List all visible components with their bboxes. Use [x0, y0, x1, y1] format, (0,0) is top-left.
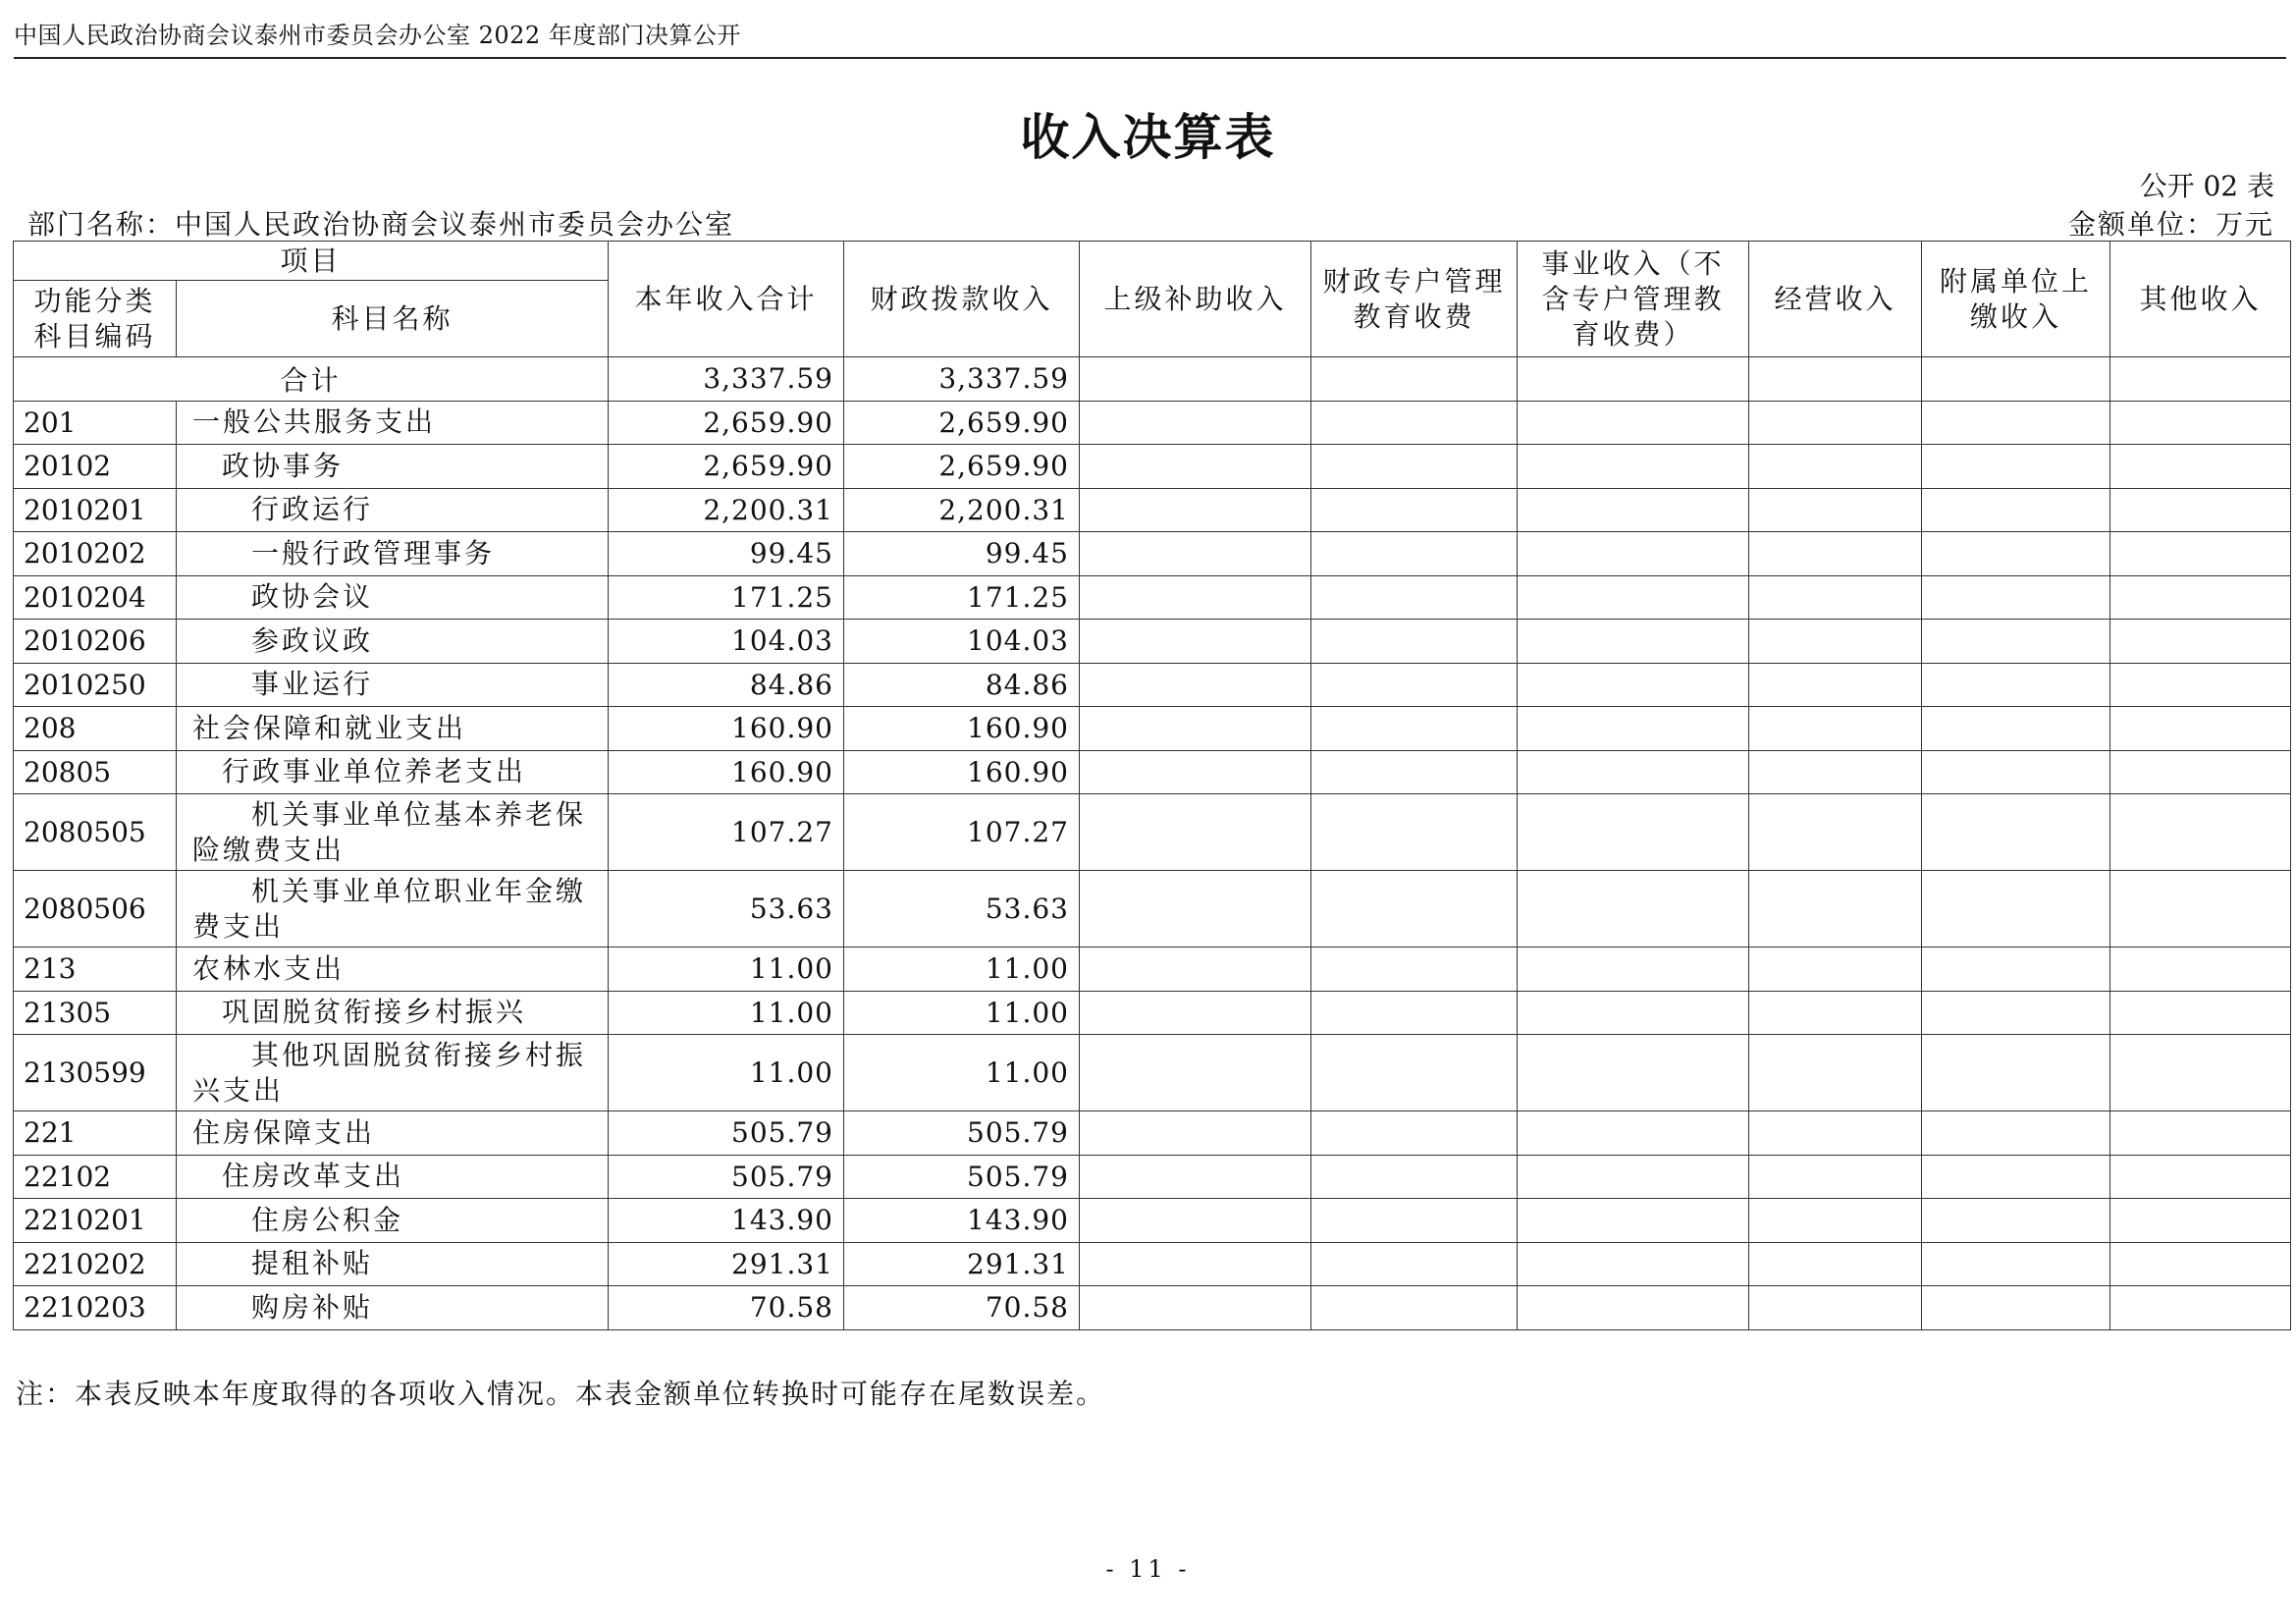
amount-cell: [1518, 947, 1749, 992]
amount-cell: [1518, 1035, 1749, 1111]
table-row: [14, 750, 2291, 794]
amount-cell: 505.79: [609, 1155, 844, 1199]
amount-cell: [2110, 1155, 2291, 1199]
header-col: 经营收入: [1749, 242, 1922, 357]
income-table: [13, 241, 2291, 1330]
subject-name: 农林水支出: [177, 947, 609, 992]
table-row: [14, 1111, 2291, 1156]
subject-name: 社会保障和就业支出: [177, 707, 609, 751]
subject-name: 参政议政: [177, 620, 609, 664]
amount-cell: [2110, 1199, 2291, 1243]
table-row: [14, 532, 2291, 576]
amount-cell: 505.79: [844, 1111, 1080, 1156]
subject-code: 2080506: [14, 871, 177, 947]
total-cell: 3,337.59: [844, 357, 1080, 402]
amount-cell: 11.00: [609, 1035, 844, 1111]
amount-cell: [1749, 750, 1922, 794]
amount-cell: [1518, 1286, 1749, 1330]
amount-cell: [1922, 750, 2110, 794]
amount-cell: [1080, 1242, 1311, 1286]
table-row: [14, 707, 2291, 751]
amount-cell: [1311, 401, 1518, 445]
amount-cell: [1518, 1242, 1749, 1286]
total-cell: 3,337.59: [609, 357, 844, 402]
amount-cell: [1749, 663, 1922, 707]
amount-cell: 99.45: [609, 532, 844, 576]
table-row: [14, 1199, 2291, 1243]
amount-cell: [1922, 1111, 2110, 1156]
table-row: [14, 1286, 2291, 1330]
amount-cell: 291.31: [844, 1242, 1080, 1286]
header-name: 科目名称: [177, 281, 609, 357]
total-cell: [1080, 357, 1311, 402]
subject-name: 其他巩固脱贫衔接乡村振兴支出: [177, 1035, 609, 1111]
subject-name: 一般行政管理事务: [177, 532, 609, 576]
subject-code: 20805: [14, 750, 177, 794]
amount-cell: [1311, 947, 1518, 992]
amount-cell: [2110, 707, 2291, 751]
amount-cell: [1080, 991, 1311, 1035]
amount-cell: [1311, 1155, 1518, 1199]
amount-cell: [1080, 1199, 1311, 1243]
header-code: 功能分类科目编码: [14, 281, 177, 357]
header-col: 上级补助收入: [1080, 242, 1311, 357]
table-row: [14, 1155, 2291, 1199]
subject-code: 2080505: [14, 794, 177, 871]
amount-cell: [1749, 445, 1922, 489]
amount-cell: [2110, 1111, 2291, 1156]
amount-cell: [1518, 620, 1749, 664]
subject-code: 2010201: [14, 488, 177, 532]
table-row: [14, 445, 2291, 489]
amount-cell: 160.90: [844, 707, 1080, 751]
amount-cell: [1518, 663, 1749, 707]
subject-name: 事业运行: [177, 663, 609, 707]
total-cell: [1749, 357, 1922, 402]
subject-name: 机关事业单位基本养老保险缴费支出: [177, 794, 609, 871]
amount-cell: [1518, 1111, 1749, 1156]
amount-cell: [1749, 532, 1922, 576]
amount-cell: [1749, 575, 1922, 620]
amount-cell: [2110, 445, 2291, 489]
table-row: [14, 401, 2291, 445]
header-col: 财政拨款收入: [844, 242, 1080, 357]
amount-cell: 104.03: [609, 620, 844, 664]
amount-cell: [1749, 991, 1922, 1035]
amount-cell: 505.79: [609, 1111, 844, 1156]
table-row: [14, 1035, 2291, 1111]
amount-cell: [1749, 401, 1922, 445]
amount-cell: 2,200.31: [609, 488, 844, 532]
amount-cell: [1311, 991, 1518, 1035]
amount-cell: 2,659.90: [609, 445, 844, 489]
page-title: 收入决算表: [1020, 108, 1276, 166]
amount-cell: 107.27: [609, 794, 844, 871]
amount-cell: 11.00: [844, 991, 1080, 1035]
amount-cell: [1922, 707, 2110, 751]
amount-cell: [1518, 445, 1749, 489]
amount-cell: [2110, 1035, 2291, 1111]
total-cell: [1518, 357, 1749, 402]
header-col: 其他收入: [2110, 242, 2291, 357]
header-col: 附属单位上缴收入: [1922, 242, 2110, 357]
amount-cell: [1311, 663, 1518, 707]
total-cell: [1311, 357, 1518, 402]
amount-cell: [1080, 575, 1311, 620]
amount-cell: [1922, 947, 2110, 992]
subject-code: 2210203: [14, 1286, 177, 1330]
department-name: 部门名称：中国人民政治协商会议泰州市委员会办公室: [27, 208, 735, 241]
table-row: [14, 991, 2291, 1035]
table-row: [14, 794, 2291, 871]
subject-name: 住房改革支出: [177, 1155, 609, 1199]
amount-cell: [1311, 1199, 1518, 1243]
amount-cell: [1080, 663, 1311, 707]
amount-cell: [1080, 750, 1311, 794]
amount-cell: [1080, 707, 1311, 751]
amount-cell: 84.86: [844, 663, 1080, 707]
header-rule: [14, 57, 2286, 59]
amount-cell: [2110, 1242, 2291, 1286]
amount-cell: [1311, 1111, 1518, 1156]
amount-cell: [1311, 794, 1518, 871]
subject-name: 政协事务: [177, 445, 609, 489]
subject-code: 22102: [14, 1155, 177, 1199]
header-col: 财政专户管理教育收费: [1311, 242, 1518, 357]
amount-cell: [1311, 1035, 1518, 1111]
total-cell: [2110, 357, 2291, 402]
amount-cell: [2110, 947, 2291, 992]
amount-cell: [1922, 1035, 2110, 1111]
amount-cell: 291.31: [609, 1242, 844, 1286]
table-note: 注：本表反映本年度取得的各项收入情况。本表金额单位转换时可能存在尾数误差。: [16, 1378, 1106, 1410]
amount-cell: [1080, 1286, 1311, 1330]
subject-code: 2010202: [14, 532, 177, 576]
amount-cell: [2110, 871, 2291, 947]
amount-cell: 171.25: [844, 575, 1080, 620]
subject-name: 政协会议: [177, 575, 609, 620]
amount-cell: [1749, 488, 1922, 532]
amount-cell: [1311, 488, 1518, 532]
subject-code: 2130599: [14, 1035, 177, 1111]
amount-cell: [1922, 1242, 2110, 1286]
amount-cell: [1749, 1111, 1922, 1156]
amount-cell: 143.90: [844, 1199, 1080, 1243]
amount-cell: [1518, 1155, 1749, 1199]
header-item-group: 项目: [14, 242, 609, 281]
amount-cell: 11.00: [844, 1035, 1080, 1111]
amount-cell: [1749, 947, 1922, 992]
amount-cell: [1518, 1199, 1749, 1243]
subject-name: 住房公积金: [177, 1199, 609, 1243]
table-row: [14, 947, 2291, 992]
amount-cell: [1311, 871, 1518, 947]
amount-cell: [2110, 488, 2291, 532]
amount-cell: 160.90: [609, 707, 844, 751]
amount-cell: [1518, 794, 1749, 871]
amount-cell: 70.58: [844, 1286, 1080, 1330]
amount-cell: [1922, 488, 2110, 532]
amount-cell: [1080, 794, 1311, 871]
table-row: [14, 488, 2291, 532]
amount-cell: [1922, 663, 2110, 707]
subject-name: 住房保障支出: [177, 1111, 609, 1156]
amount-cell: [1922, 532, 2110, 576]
subject-name: 一般公共服务支出: [177, 401, 609, 445]
subject-code: 213: [14, 947, 177, 992]
subject-code: 2010206: [14, 620, 177, 664]
amount-cell: [1922, 401, 2110, 445]
header-col: 本年收入合计: [609, 242, 844, 357]
amount-cell: [1922, 1199, 2110, 1243]
subject-code: 208: [14, 707, 177, 751]
amount-cell: [1311, 707, 1518, 751]
amount-cell: [1080, 445, 1311, 489]
amount-cell: [1518, 991, 1749, 1035]
amount-cell: [1080, 620, 1311, 664]
amount-cell: [1749, 620, 1922, 664]
amount-cell: 11.00: [844, 947, 1080, 992]
amount-cell: [2110, 1286, 2291, 1330]
total-cell: [1922, 357, 2110, 402]
amount-cell: 2,659.90: [844, 401, 1080, 445]
subject-code: 2010250: [14, 663, 177, 707]
subject-name: 购房补贴: [177, 1286, 609, 1330]
subject-name: 行政运行: [177, 488, 609, 532]
amount-cell: [1311, 1286, 1518, 1330]
amount-cell: [1080, 532, 1311, 576]
amount-cell: 99.45: [844, 532, 1080, 576]
amount-cell: 2,200.31: [844, 488, 1080, 532]
form-number: 公开 02 表: [2139, 170, 2274, 202]
amount-cell: [1518, 401, 1749, 445]
amount-cell: [1749, 871, 1922, 947]
amount-cell: 505.79: [844, 1155, 1080, 1199]
amount-cell: [2110, 401, 2291, 445]
subject-code: 2210202: [14, 1242, 177, 1286]
amount-cell: [1922, 445, 2110, 489]
subject-code: 2210201: [14, 1199, 177, 1243]
amount-cell: [2110, 794, 2291, 871]
amount-cell: [1518, 575, 1749, 620]
amount-cell: 171.25: [609, 575, 844, 620]
amount-cell: 70.58: [609, 1286, 844, 1330]
amount-cell: 160.90: [844, 750, 1080, 794]
subject-name: 巩固脱贫衔接乡村振兴: [177, 991, 609, 1035]
amount-cell: [2110, 750, 2291, 794]
amount-cell: [1518, 707, 1749, 751]
amount-cell: [1080, 1155, 1311, 1199]
amount-cell: [1922, 794, 2110, 871]
amount-cell: [2110, 575, 2291, 620]
amount-cell: [1311, 1242, 1518, 1286]
amount-cell: [1080, 488, 1311, 532]
subject-code: 20102: [14, 445, 177, 489]
amount-cell: 107.27: [844, 794, 1080, 871]
amount-cell: [1311, 445, 1518, 489]
amount-cell: [1311, 532, 1518, 576]
amount-cell: [1080, 1035, 1311, 1111]
amount-cell: [1311, 620, 1518, 664]
amount-cell: 2,659.90: [844, 445, 1080, 489]
amount-cell: 53.63: [609, 871, 844, 947]
running-header: 中国人民政治协商会议泰州市委员会办公室 2022 年度部门决算公开: [14, 22, 741, 49]
amount-cell: 143.90: [609, 1199, 844, 1243]
table-row: [14, 1242, 2291, 1286]
amount-cell: [1922, 871, 2110, 947]
amount-cell: [1311, 750, 1518, 794]
table-row: [14, 575, 2291, 620]
header-col: 事业收入（不含专户管理教育收费）: [1518, 242, 1749, 357]
amount-cell: 11.00: [609, 947, 844, 992]
amount-cell: 11.00: [609, 991, 844, 1035]
amount-cell: [2110, 620, 2291, 664]
amount-cell: [1518, 532, 1749, 576]
total-row: [14, 357, 2291, 402]
amount-cell: [1080, 401, 1311, 445]
amount-unit: 金额单位：万元: [2067, 208, 2274, 241]
amount-cell: [1749, 1242, 1922, 1286]
amount-cell: [2110, 663, 2291, 707]
amount-cell: [1922, 991, 2110, 1035]
subject-code: 221: [14, 1111, 177, 1156]
subject-code: 21305: [14, 991, 177, 1035]
amount-cell: 2,659.90: [609, 401, 844, 445]
amount-cell: [1922, 1286, 2110, 1330]
table-row: [14, 663, 2291, 707]
page-number: - 11 -: [1105, 1555, 1191, 1583]
table-row: [14, 620, 2291, 664]
amount-cell: [1749, 1286, 1922, 1330]
table-row: [14, 871, 2291, 947]
subject-code: 2010204: [14, 575, 177, 620]
amount-cell: [1749, 1035, 1922, 1111]
subject-name: 提租补贴: [177, 1242, 609, 1286]
amount-cell: [1518, 750, 1749, 794]
amount-cell: [2110, 532, 2291, 576]
total-label: 合计: [14, 357, 609, 402]
amount-cell: [1922, 1155, 2110, 1199]
amount-cell: 104.03: [844, 620, 1080, 664]
subject-name: 机关事业单位职业年金缴费支出: [177, 871, 609, 947]
amount-cell: [1922, 620, 2110, 664]
amount-cell: [1080, 1111, 1311, 1156]
subject-code: 201: [14, 401, 177, 445]
amount-cell: 84.86: [609, 663, 844, 707]
amount-cell: [2110, 991, 2291, 1035]
amount-cell: [1749, 794, 1922, 871]
amount-cell: [1080, 947, 1311, 992]
amount-cell: [1518, 488, 1749, 532]
amount-cell: [1922, 575, 2110, 620]
amount-cell: [1749, 707, 1922, 751]
amount-cell: [1518, 871, 1749, 947]
amount-cell: [1080, 871, 1311, 947]
amount-cell: [1311, 575, 1518, 620]
amount-cell: [1749, 1155, 1922, 1199]
amount-cell: 160.90: [609, 750, 844, 794]
amount-cell: 53.63: [844, 871, 1080, 947]
subject-name: 行政事业单位养老支出: [177, 750, 609, 794]
amount-cell: [1749, 1199, 1922, 1243]
